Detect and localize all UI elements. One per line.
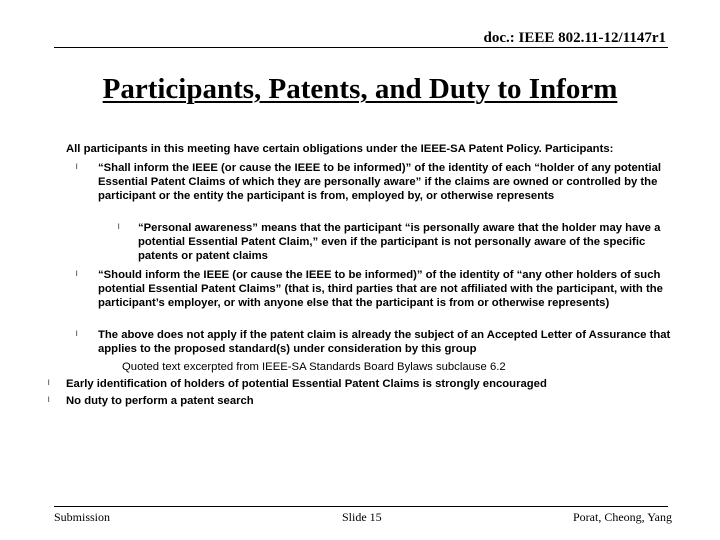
bullet-text: “Should inform the IEEE (or cause the IEEE to be informed)” of the identity of “any other holders of such potential Essential Patent Claims” (that is, third parties that are not affiliated with the participant, with the participant’s employer, or with anyone else that the participant is from or otherwise represents) bbox=[98, 269, 663, 310]
header-rule bbox=[54, 47, 668, 48]
bullet-personal-awareness bbox=[118, 221, 683, 264]
bullet-no-search bbox=[48, 394, 254, 408]
footer-rule bbox=[54, 506, 668, 507]
intro-text: All participants in this meeting have certain obligations under the IEEE-SA Patent Policy. Participants: bbox=[66, 143, 614, 155]
bullet-text: “Shall inform the IEEE (or cause the IEEE to be informed)” of the identity of each “holder of any potential Essential Patent Claims of which they are personally aware” if the claims are owned or controlled by the participant or the entity the participant is from, employed by, or otherwise represents bbox=[98, 162, 662, 203]
bullet-shall-inform bbox=[76, 161, 688, 204]
bullet-marker: l bbox=[48, 397, 50, 404]
bullet-text: The above does not apply if the patent claim is already the subject of an Accepted Letter of Assurance that applies to the proposed standard(s) under consideration by this group bbox=[98, 329, 671, 356]
slide-title: Participants, Patents, and Duty to Inform bbox=[102, 73, 618, 105]
footer-authors: Porat, Cheong, Yang bbox=[572, 510, 672, 524]
bullet-early-identification bbox=[48, 377, 547, 391]
bullet-should-inform bbox=[76, 268, 688, 311]
bullet-text: Early identification of holders of potential Essential Patent Claims is strongly encouraged bbox=[66, 378, 547, 390]
bullet-marker: l bbox=[76, 271, 78, 278]
bullet-text: No duty to perform a patent search bbox=[66, 395, 254, 407]
bullet-marker: l bbox=[118, 224, 120, 231]
document-id: doc.: IEEE 802.11-12/1147r1 bbox=[483, 30, 666, 46]
bullet-text: “Personal awareness” means that the participant “is personally aware that the holder may have a potential Essential Patent Claim,” even if the participant is not personally aware of the specific patents or patent claims bbox=[138, 222, 661, 263]
bullet-exception bbox=[76, 328, 688, 356]
footer-slide-number: Slide 15 bbox=[342, 510, 382, 524]
footer-submission: Submission bbox=[54, 510, 111, 524]
bullet-marker: l bbox=[76, 164, 78, 171]
bullet-marker: l bbox=[48, 380, 50, 387]
bullet-marker: l bbox=[76, 331, 78, 338]
quote-source: Quoted text excerpted from IEEE-SA Standards Board Bylaws subclause 6.2 bbox=[122, 361, 506, 373]
